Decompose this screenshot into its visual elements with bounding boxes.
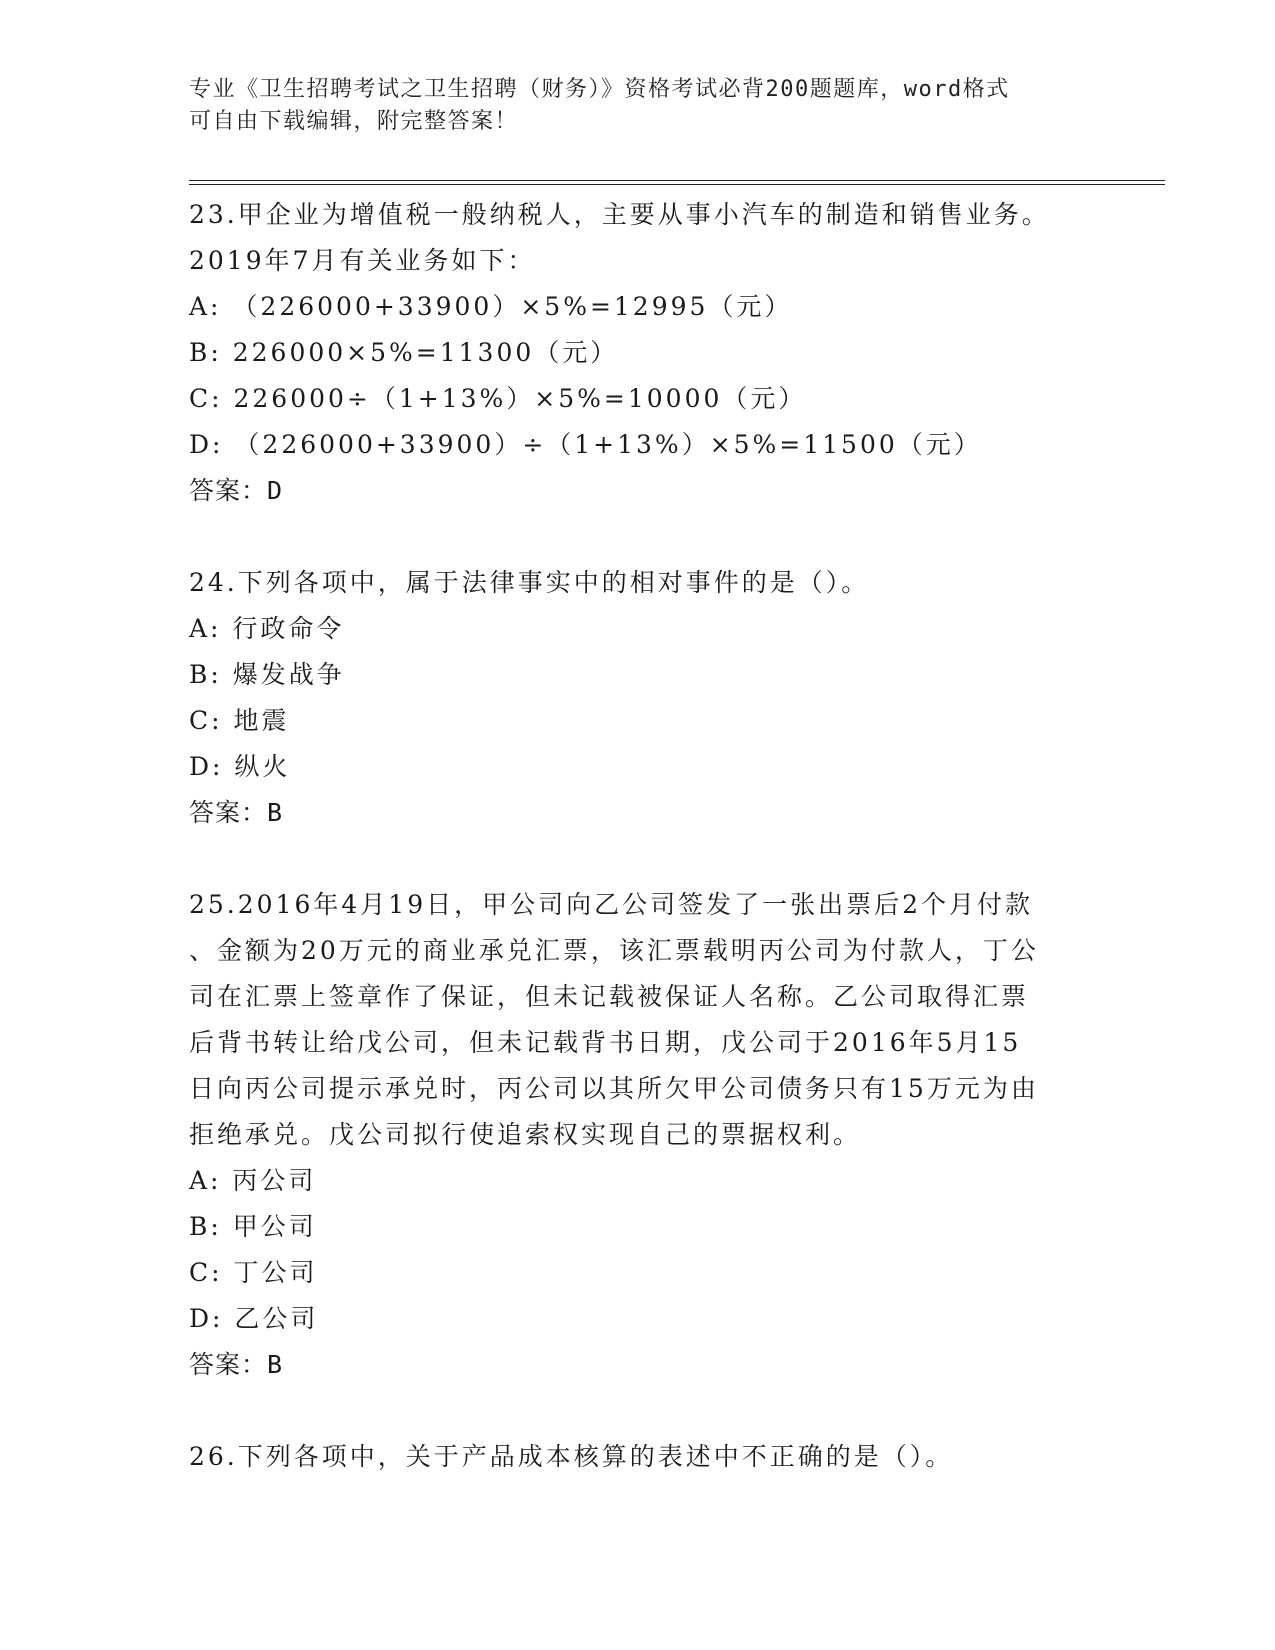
header-line-1: 专业《卫生招聘考试之卫生招聘（财务）》资格考试必背200题题库，word格式: [189, 77, 1010, 102]
answer-line: 答案：B: [189, 1350, 284, 1379]
question-stem-line: 26.下列各项中，关于产品成本核算的表述中不正确的是（）。: [189, 1442, 954, 1471]
question-stem-line: 23.甲企业为增值税一般纳税人，主要从事小汽车的制造和销售业务。: [189, 200, 1050, 229]
answer-line: 答案：D: [189, 476, 284, 505]
option-b: B: 爆发战争: [189, 660, 345, 689]
header-line-2: 可自由下载编辑，附完整答案！: [189, 109, 519, 134]
question-stem-line: 拒绝承兑。戊公司拟行使追索权实现自己的票据权利。: [189, 1120, 862, 1149]
question-24: [189, 560, 1089, 836]
option-c: C: 226000÷（1+13%）×5%=10000（元）: [189, 384, 807, 413]
question-stem-line: 司在汇票上签章作了保证，但未记载被保证人名称。乙公司取得汇票: [189, 982, 1030, 1011]
option-d: D: 乙公司: [189, 1304, 319, 1333]
question-stem-line: 后背书转让给戊公司，但未记载背书日期，戊公司于2016年5月15: [189, 1028, 1022, 1057]
option-c: C: 地震: [189, 706, 290, 735]
header-divider-bottom: [189, 184, 1165, 185]
option-b: B: 甲公司: [189, 1212, 317, 1241]
question-stem-line: 24.下列各项中，属于法律事实中的相对事件的是（）。: [189, 568, 870, 597]
question-stem-line: 25.2016年4月19日，甲公司向乙公司签发了一张出票后2个月付款: [189, 890, 1034, 919]
option-b: B: 226000×5%=11300（元）: [189, 338, 619, 367]
option-d: D: 纵火: [189, 752, 291, 781]
question-list: [189, 192, 1089, 1480]
header-divider-top: [189, 180, 1165, 181]
option-a: A: （226000+33900）×5%=12995（元）: [189, 292, 793, 321]
question-stem-line: 2019年7月有关业务如下：: [189, 246, 536, 275]
question-23: [189, 192, 1089, 514]
document-header: [189, 74, 1069, 138]
question-stem-line: 日向丙公司提示承兑时，丙公司以其所欠甲公司债务只有15万元为由: [189, 1074, 1039, 1103]
answer-line: 答案：B: [189, 798, 284, 827]
question-stem-line: 、金额为20万元的商业承兑汇票，该汇票载明丙公司为付款人，丁公: [189, 936, 1039, 965]
option-c: C: 丁公司: [189, 1258, 318, 1287]
option-a: A: 行政命令: [189, 614, 345, 643]
question-26: [189, 1434, 1089, 1480]
option-d: D: （226000+33900）÷（1+13%）×5%=11500（元）: [189, 430, 982, 459]
option-a: A: 丙公司: [189, 1166, 317, 1195]
question-25: [189, 882, 1089, 1388]
